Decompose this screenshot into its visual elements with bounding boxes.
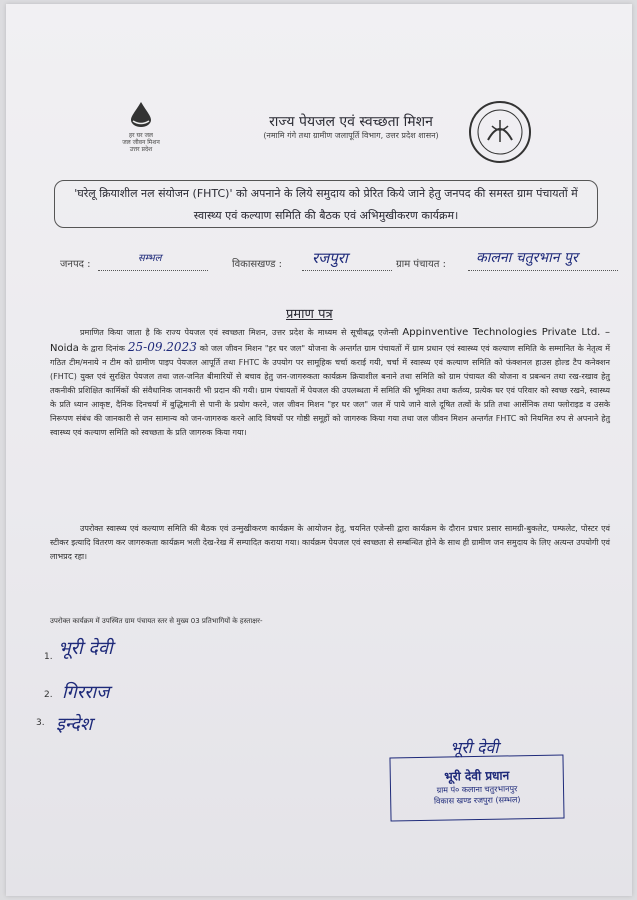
district-label: जनपद : — [60, 259, 91, 270]
government-seal-icon — [468, 100, 532, 164]
date-label: के द्वारा दिनांक — [81, 344, 125, 353]
para1-intro: प्रमाणित किया जाता है कि राज्य पेयजल एवं स्वच्छता मिशन, उत्तर प्रदेश के माध्यम से सूचीबद्ध एजेन्सी — [80, 328, 399, 337]
certificate-paragraph-2: उपरोक्त स्वास्थ्य एवं कल्याण समिति की बैठक एवं उन्मुखीकरण कार्यक्रम के आयोजन हेतु, चयनित एजेन्सी द्वारा कार्यक्रम के दौरान प्रचार प्रसार सामग्री-बुकलेट, पम्फलेट, पोस्टर एवं स्टीकर इत्यादि वितरण कर जागरुकता कार्यक्रम भली देख-रेख में सम्पादित कराया गया। कार्यक्रम पेयजल एवं स्वच्छता से सम्बन्धित होने के साथ ही ग्रामीण जन समुदाय के लिए अत्यन्त उपयोगी एवं लाभप्रद रहा। — [50, 524, 610, 561]
agency-name: Appinventive Technologies Private Ltd. – Noida — [50, 327, 610, 354]
program-topic-box: 'घरेलू क्रियाशील नल संयोजन (FHTC)' को अपनाने के लिये समुदाय को प्रेरित किये जाने हेतु जनपद की समस्त ग्राम पंचायतों में स्वास्थ्य एवं कल्याण समिति की बैठक एवं अभिमुखीकरण कार्यक्रम। — [54, 180, 598, 228]
panchayat-label: ग्राम पंचायत : — [396, 259, 447, 270]
pradhan-stamp — [389, 754, 564, 821]
block-line — [302, 270, 392, 271]
header-title: राज्य पेयजल एवं स्वच्छता मिशन — [269, 114, 433, 130]
certificate-paragraph-1 — [50, 326, 610, 440]
para1-body: को जल जीवन मिशन "हर घर जल" योजना के अन्तर्गत ग्राम पंचायतों में ग्राम प्रधान एवं स्वास्थ्य एवं कल्याण समिति के सम्मानित के नेतृत्व में गठित टीम/मनाये न टीम को ग्रामीण पाइप पेयजल आपूर्ति तथा FHTC के उपयोग पर सामूहिक चर्चा कराई गयी, चर्चा में स्वास्थ्य एवं कल्याण समिति को फंक्शनल हाउस होल्ड टैप कनेक्शन (FHTC) युक्त एवं सुरक्षित पेयजल तथा जल-जनित बीमारियों से बचाव हेतु जन-जागरुकता कार्यक्रम क्रियाशील बनाने तथा समिति को ग्राम पंचायत की योजना व प्रबन्धन तथा रख-रखाव हेतु तकनीकी प्रशिक्षित कार्मिकों की संवैधानिक जानकारी भी प्रदान की गयी। ग्राम पंचायतों में पेयजल की उपलब्धता में समिति की भूमिका तथा कर्तव्य, प्रत्येक घर एवं परिवार को स्वच्छ रखने, स्वास्थ्य के प्रति ध्यान आकृष्ट, दैनिक दिनचर्या में बुद्धिमानी से पानी के प्रयोग करने, जल जीवन मिशन "हर घर जल" जल में पाये जाने वाले दूषित तत्वों के प्रति तथा आर्सेनिक तथा फ्लोराइड व उसके निरूपण संबंध की जानकारी से जन सामान्य को जन-जागरुक करने आदि विषयों पर गोष्ठी समूहों को जागरुक किया गया तथा जल जीवन मिशन अन्तर्गत FHTC को नियमित रुप से अपनाने हेतु स्वास्थ्य एवं कल्याण समिति को स्वच्छता के प्रति जागरुक किया गया। — [50, 344, 610, 437]
header-subtitle: (नमामि गंगे तथा ग्रामीण जलापूर्ति विभाग, उत्तर प्रदेश शासन) — [263, 131, 439, 140]
logo-text: हर घर जल — [129, 132, 153, 139]
attendance-note: उपरोक्त कार्यक्रम में उपस्थित ग्राम पंचायत स्तर से मुख्य 03 प्रतिभागियों के हस्ताक्षर- — [50, 617, 263, 625]
pradhan-signature: भूरी देवी — [450, 738, 499, 757]
district-value: सम्भल — [138, 253, 162, 264]
stamp-name: भूरी देवी प्रधान — [444, 768, 510, 784]
participant-signature-2: गिरराज — [62, 682, 110, 703]
signature-number-2: 2. — [44, 690, 53, 700]
water-drop-icon — [121, 100, 161, 128]
logo-subtext: जल जीवन मिशन — [122, 139, 160, 146]
stamp-line-1: ग्राम पं० कलाना चतुरभानपुर — [436, 784, 518, 795]
signature-number-3: 3. — [36, 718, 45, 728]
certificate-title: प्रमाण पत्र — [286, 307, 333, 322]
panchayat-line — [468, 270, 618, 271]
participant-signature-3: इन्देश — [56, 714, 93, 735]
block-value: रजपुरा — [312, 249, 348, 267]
stamp-line-2: विकास खण्ड रजपुरा (सम्भल) — [433, 795, 521, 806]
har-ghar-jal-logo — [106, 100, 176, 153]
logo-state: उत्तर प्रदेश — [129, 146, 153, 153]
district-line — [98, 270, 208, 271]
signature-number-1: 1. — [44, 652, 53, 662]
document-page — [6, 4, 632, 896]
program-date: 25-09.2023 — [127, 340, 197, 354]
block-label: विकासखण्ड : — [232, 259, 283, 270]
participant-signature-1: भूरी देवी — [58, 638, 113, 659]
panchayat-value: कालना चतुरभान पुर — [476, 250, 578, 266]
